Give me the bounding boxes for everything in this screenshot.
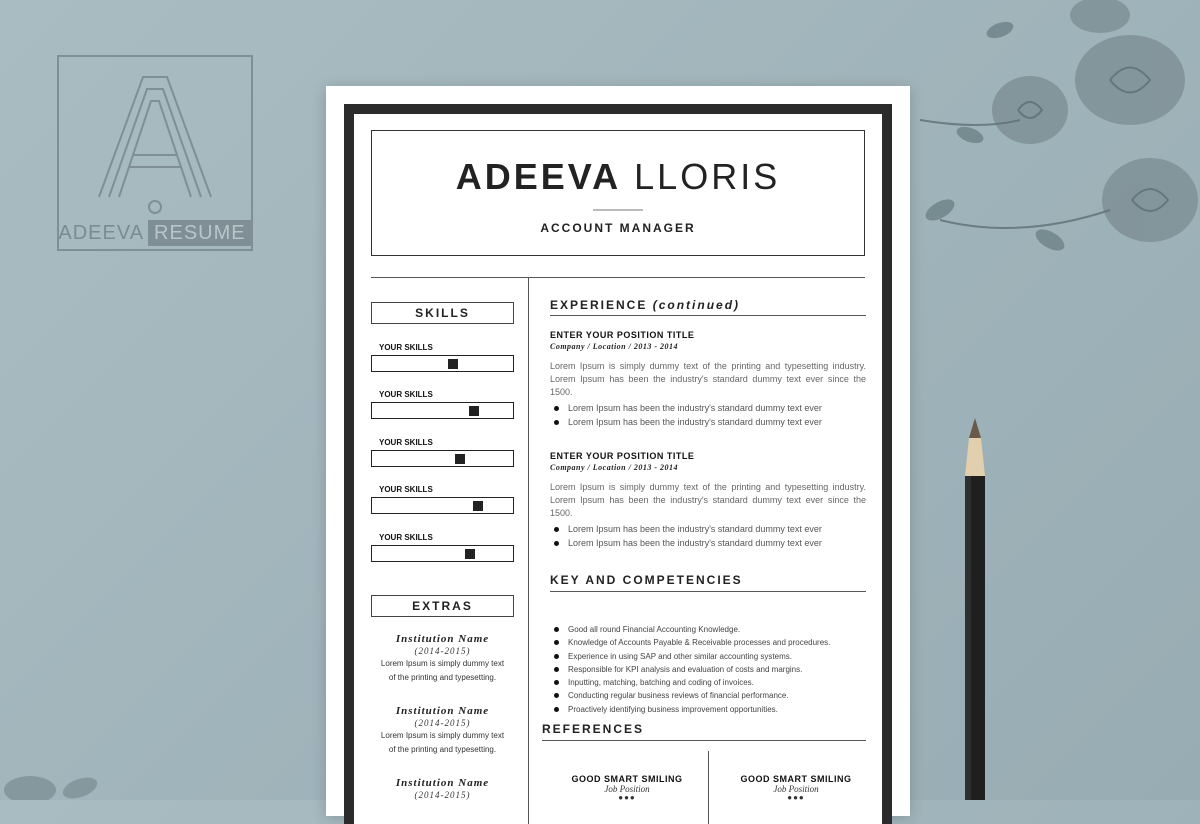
experience-rule [550,315,866,316]
job-bullets [550,402,866,429]
extras-heading: EXTRAS [371,595,514,617]
experience-heading-suffix: (continued) [652,298,741,312]
skill-label: YOUR SKILLS [379,438,433,447]
skill-level-marker [448,359,458,369]
resume-frame [344,104,892,824]
institution-desc-line: Lorem Ipsum is simply dummy text [380,659,505,668]
reference-position: Job Position [604,784,650,794]
extra-item [371,705,514,756]
experience-heading-text: EXPERIENCE [550,298,648,312]
logo-a-icon [59,57,251,217]
institution-years: (2014-2015) [414,718,471,728]
competency-item: Good all round Financial Accounting Knowledge. [550,623,866,636]
reference-dots: ●●● [787,793,805,802]
extra-item [371,777,514,800]
job-entry [550,451,866,550]
institution-name: Institution Name [395,777,490,789]
job-bullet: Lorem Ipsum has been the industry's standard dummy text ever [550,523,866,537]
brand-logo [57,55,253,251]
skill-label: YOUR SKILLS [379,533,433,542]
job-bullets [550,523,866,550]
references-divider [708,751,709,824]
references-heading: REFERENCES [542,722,645,736]
job-bullet: Lorem Ipsum has been the industry's standard dummy text ever [550,402,866,416]
references-rule [542,740,866,741]
job-bullet: Lorem Ipsum has been the industry's standard dummy text ever [550,416,866,430]
competency-item: Inputting, matching, batching and coding of invoices. [550,676,866,689]
job-company: Company / Location / 2013 - 2014 [550,342,678,351]
skill-bar [371,450,514,467]
institution-desc-line: of the printing and typesetting. [388,745,497,754]
competencies-list [550,623,866,716]
job-entry [550,330,866,429]
competency-item: Proactively identifying business improvement opportunities. [550,703,866,716]
resume-page [354,114,882,824]
institution-name: Institution Name [395,705,490,717]
job-position-title: ENTER YOUR POSITION TITLE [550,330,695,340]
reference-item [552,774,702,802]
reference-name: GOOD SMART SMILING [571,774,683,784]
skills-heading: SKILLS [371,302,514,324]
job-position-title: ENTER YOUR POSITION TITLE [550,451,695,461]
skill-label: YOUR SKILLS [379,390,433,399]
job-description: Lorem Ipsum is simply dummy text of the printing and typesetting industry. Lorem Ipsum has been the industry's standard dummy text ever since the 1500. [550,482,866,518]
skill-bar [371,355,514,372]
institution-name: Institution Name [395,633,490,645]
skill-level-marker [469,406,479,416]
extra-item [371,633,514,684]
last-name: LLORIS [634,156,781,197]
skill-level-marker [465,549,475,559]
competency-item: Conducting regular business reviews of financial performance. [550,689,866,702]
competency-item: Experience in using SAP and other similar accounting systems. [550,650,866,663]
competencies-heading: KEY AND COMPETENCIES [550,573,743,587]
reference-item [721,774,871,802]
job-company: Company / Location / 2013 - 2014 [550,463,678,472]
name-divider [593,209,643,211]
competency-item: Knowledge of Accounts Payable & Receivable processes and procedures. [550,636,866,649]
logo-word-1: ADEEVA [58,221,145,244]
job-bullet: Lorem Ipsum has been the industry's standard dummy text ever [550,537,866,551]
skill-bar [371,402,514,419]
column-divider [528,277,529,824]
competency-item: Responsible for KPI analysis and evaluation of costs and margins. [550,663,866,676]
institution-desc-line: of the printing and typesetting. [388,673,497,682]
skill-label: YOUR SKILLS [379,343,433,352]
logo-word-2: RESUME [148,220,252,246]
skill-label: YOUR SKILLS [379,485,433,494]
skill-bar [371,545,514,562]
job-title: ACCOUNT MANAGER [540,221,696,235]
header-box [371,130,865,256]
skill-level-marker [455,454,465,464]
logo-wordmark [59,217,251,249]
full-name [372,157,864,197]
skill-bar [371,497,514,514]
job-description: Lorem Ipsum is simply dummy text of the printing and typesetting industry. Lorem Ipsum has been the industry's standard dummy text ever since the 1500. [550,361,866,397]
experience-heading [550,298,740,312]
competencies-rule [550,591,866,592]
institution-years: (2014-2015) [414,646,471,656]
reference-position: Job Position [773,784,819,794]
institution-years: (2014-2015) [414,790,471,800]
reference-dots: ●●● [618,793,636,802]
skill-level-marker [473,501,483,511]
institution-desc-line: Lorem Ipsum is simply dummy text [380,731,505,740]
leaf-decoration-icon [0,750,110,800]
first-name: ADEEVA [455,156,622,197]
top-divider [371,277,865,278]
resume-paper [326,86,910,816]
rose-decoration-icon [900,0,1200,320]
reference-name: GOOD SMART SMILING [740,774,852,784]
pencil-icon [960,418,990,800]
